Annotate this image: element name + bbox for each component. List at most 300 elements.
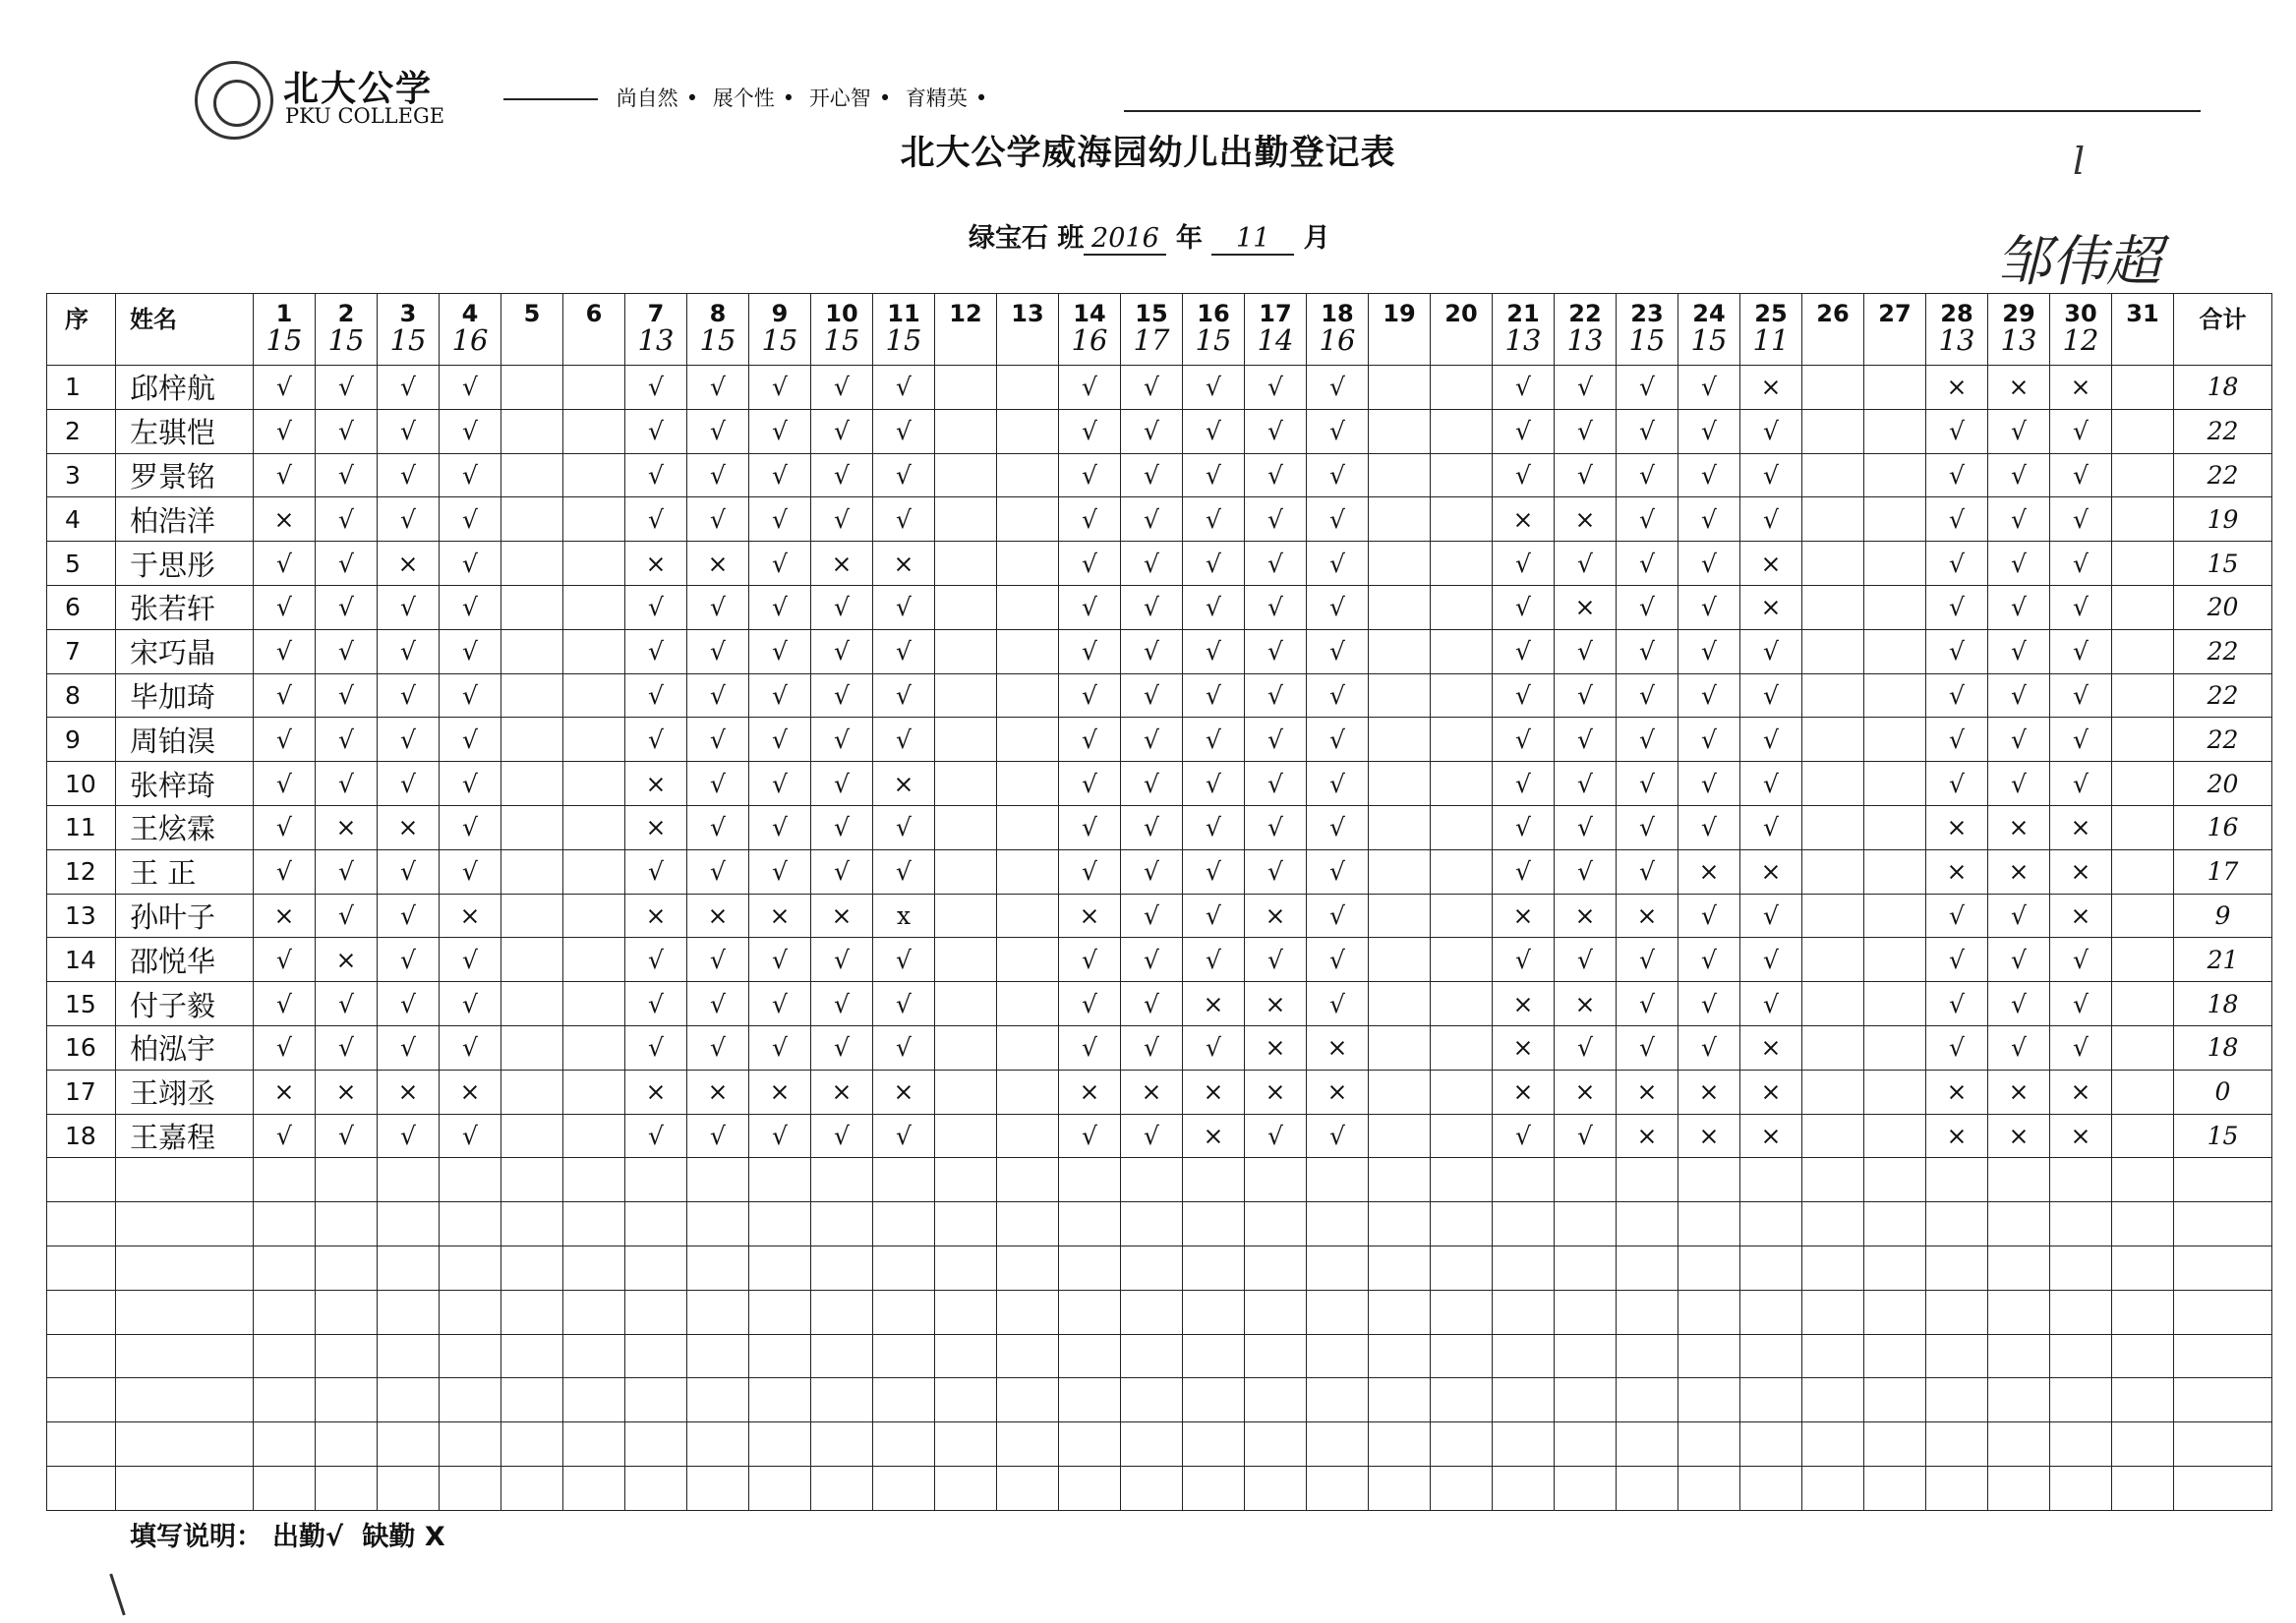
- row-total: 15: [2174, 542, 2272, 586]
- attendance-mark: √: [378, 1025, 440, 1070]
- attendance-mark: √: [811, 938, 873, 982]
- blank-cell: [873, 1246, 935, 1290]
- blank-cell: [2174, 1158, 2272, 1202]
- blank-cell: [687, 1378, 749, 1422]
- blank-cell: [935, 1334, 997, 1378]
- attendance-mark: √: [1245, 718, 1307, 762]
- blank-cell: [1059, 1378, 1121, 1422]
- attendance-mark: [935, 894, 997, 938]
- blank-cell: [316, 1202, 378, 1246]
- attendance-mark: ×: [1740, 1070, 1802, 1114]
- blank-cell: [440, 1466, 501, 1510]
- attendance-mark: [563, 673, 625, 718]
- attendance-mark: [2112, 1070, 2174, 1114]
- attendance-mark: [1802, 629, 1864, 673]
- attendance-mark: [2112, 805, 2174, 849]
- attendance-mark: √: [254, 982, 316, 1026]
- day-count: 15: [761, 323, 798, 357]
- blank-cell: [378, 1290, 440, 1334]
- day-number: 6: [585, 300, 603, 327]
- attendance-mark: ×: [873, 1070, 935, 1114]
- attendance-mark: √: [1678, 542, 1740, 586]
- attendance-mark: ×: [1555, 585, 1617, 629]
- attendance-mark: [1864, 894, 1926, 938]
- attendance-mark: √: [1059, 982, 1121, 1026]
- blank-cell: [116, 1466, 254, 1510]
- blank-cell: [1121, 1378, 1183, 1422]
- attendance-mark: ×: [1183, 982, 1245, 1026]
- attendance-mark: √: [1245, 542, 1307, 586]
- year-value: 2016: [1084, 223, 1166, 256]
- attendance-mark: √: [1617, 673, 1678, 718]
- attendance-mark: ×: [316, 1070, 378, 1114]
- blank-cell: [1183, 1466, 1245, 1510]
- blank-cell: [1059, 1422, 1121, 1467]
- blank-cell: [563, 1466, 625, 1510]
- attendance-mark: [501, 366, 563, 410]
- attendance-mark: √: [1926, 673, 1988, 718]
- blank-cell: [1926, 1202, 1988, 1246]
- blank-cell: [811, 1422, 873, 1467]
- attendance-mark: [1864, 805, 1926, 849]
- attendance-mark: [1369, 982, 1431, 1026]
- logo-chinese-name: 北大公学: [283, 68, 434, 109]
- attendance-mark: [1369, 762, 1431, 806]
- blank-cell: [316, 1334, 378, 1378]
- attendance-mark: √: [1617, 805, 1678, 849]
- blank-cell: [316, 1422, 378, 1467]
- attendance-mark: √: [1493, 1114, 1555, 1158]
- attendance-mark: [935, 453, 997, 497]
- blank-cell: [2112, 1378, 2174, 1422]
- attendance-mark: √: [1183, 673, 1245, 718]
- attendance-mark: √: [1121, 542, 1183, 586]
- attendance-mark: [501, 718, 563, 762]
- blank-cell: [1802, 1290, 1864, 1334]
- row-total: 19: [2174, 497, 2272, 542]
- attendance-mark: [1431, 409, 1493, 453]
- attendance-mark: √: [1059, 762, 1121, 806]
- attendance-mark: ×: [1617, 1070, 1678, 1114]
- day-count: 15: [823, 323, 860, 357]
- attendance-mark: √: [378, 673, 440, 718]
- attendance-mark: [1864, 409, 1926, 453]
- attendance-mark: √: [625, 1114, 687, 1158]
- attendance-mark: √: [254, 718, 316, 762]
- day-number: 9: [771, 300, 789, 327]
- attendance-mark: [1431, 629, 1493, 673]
- blank-cell: [1369, 1290, 1431, 1334]
- blank-cell: [1617, 1422, 1678, 1467]
- blank-cell: [749, 1466, 811, 1510]
- attendance-mark: √: [440, 1025, 501, 1070]
- table-row: [47, 629, 2272, 673]
- attendance-mark: [2112, 366, 2174, 410]
- day-count: 15: [1195, 323, 1232, 357]
- attendance-mark: √: [1617, 1025, 1678, 1070]
- blank-cell: [1245, 1246, 1307, 1290]
- attendance-mark: √: [1926, 982, 1988, 1026]
- attendance-mark: √: [1059, 938, 1121, 982]
- blank-cell: [378, 1378, 440, 1422]
- attendance-mark: √: [440, 849, 501, 894]
- day-header: [1988, 294, 2050, 366]
- attendance-mark: √: [2050, 762, 2112, 806]
- attendance-mark: [1802, 585, 1864, 629]
- attendance-mark: √: [440, 629, 501, 673]
- attendance-mark: ×: [2050, 1070, 2112, 1114]
- blank-cell: [1245, 1202, 1307, 1246]
- attendance-mark: √: [687, 762, 749, 806]
- day-count: 16: [1071, 323, 1108, 357]
- blank-cell: [1183, 1290, 1245, 1334]
- attendance-mark: [1864, 629, 1926, 673]
- attendance-mark: √: [749, 849, 811, 894]
- attendance-mark: [563, 762, 625, 806]
- blank-cell: [1369, 1422, 1431, 1467]
- attendance-mark: √: [378, 894, 440, 938]
- day-header: [1740, 294, 1802, 366]
- attendance-mark: √: [749, 673, 811, 718]
- attendance-mark: √: [1121, 762, 1183, 806]
- attendance-mark: √: [811, 982, 873, 1026]
- attendance-mark: √: [1678, 1025, 1740, 1070]
- blank-cell: [1864, 1334, 1926, 1378]
- attendance-mark: √: [1059, 805, 1121, 849]
- blank-cell: [997, 1378, 1059, 1422]
- blank-cell: [116, 1334, 254, 1378]
- attendance-mark: √: [254, 585, 316, 629]
- blank-cell: [997, 1246, 1059, 1290]
- attendance-mark: √: [1555, 542, 1617, 586]
- blank-cell: [1617, 1158, 1678, 1202]
- attendance-mark: ×: [1926, 1070, 1988, 1114]
- row-total: 0: [2174, 1070, 2272, 1114]
- attendance-mark: √: [811, 1114, 873, 1158]
- attendance-mark: [501, 894, 563, 938]
- attendance-table: [46, 293, 2272, 1511]
- attendance-mark: ×: [1493, 982, 1555, 1026]
- name-header-text: 姓名: [130, 306, 177, 333]
- attendance-mark: [997, 805, 1059, 849]
- attendance-mark: [1431, 938, 1493, 982]
- row-total: 20: [2174, 585, 2272, 629]
- attendance-mark: [2112, 497, 2174, 542]
- attendance-mark: √: [811, 849, 873, 894]
- attendance-mark: √: [1493, 938, 1555, 982]
- attendance-mark: [563, 938, 625, 982]
- row-seq: 2: [47, 409, 116, 453]
- attendance-mark: [1431, 982, 1493, 1026]
- blank-cell: [1740, 1466, 1802, 1510]
- table-row: [47, 453, 2272, 497]
- attendance-mark: [1864, 982, 1926, 1026]
- attendance-mark: √: [1245, 453, 1307, 497]
- blank-cell: [625, 1466, 687, 1510]
- attendance-mark: √: [254, 805, 316, 849]
- attendance-mark: √: [1555, 805, 1617, 849]
- blank-cell: [116, 1158, 254, 1202]
- attendance-mark: √: [625, 673, 687, 718]
- attendance-mark: √: [1183, 938, 1245, 982]
- blank-cell: [1307, 1202, 1369, 1246]
- attendance-mark: [501, 497, 563, 542]
- blank-cell: [1493, 1202, 1555, 1246]
- attendance-mark: [1802, 542, 1864, 586]
- blank-cell: [378, 1334, 440, 1378]
- attendance-mark: √: [1121, 982, 1183, 1026]
- blank-cell: [1678, 1422, 1740, 1467]
- attendance-mark: ×: [316, 805, 378, 849]
- attendance-mark: [1431, 366, 1493, 410]
- day-number: 20: [1444, 300, 1478, 327]
- attendance-mark: ×: [1988, 1114, 2050, 1158]
- attendance-mark: ×: [1183, 1070, 1245, 1114]
- attendance-mark: [1864, 1070, 1926, 1114]
- attendance-mark: √: [1988, 938, 2050, 982]
- attendance-mark: √: [1059, 629, 1121, 673]
- day-count: 13: [2000, 323, 2037, 357]
- attendance-mark: ×: [1183, 1114, 1245, 1158]
- attendance-mark: √: [1245, 629, 1307, 673]
- attendance-mark: ×: [2050, 894, 2112, 938]
- blank-cell: [2050, 1202, 2112, 1246]
- month-value: 11: [1211, 223, 1294, 256]
- blank-cell: [2050, 1246, 2112, 1290]
- attendance-mark: ×: [1617, 894, 1678, 938]
- attendance-mark: √: [1183, 453, 1245, 497]
- blank-cell: [1802, 1202, 1864, 1246]
- table-row: [47, 718, 2272, 762]
- attendance-mark: [1802, 762, 1864, 806]
- blank-cell: [1493, 1158, 1555, 1202]
- attendance-mark: [1802, 982, 1864, 1026]
- blank-cell: [1121, 1334, 1183, 1378]
- attendance-mark: ×: [440, 1070, 501, 1114]
- row-seq: 9: [47, 718, 116, 762]
- attendance-mark: √: [873, 718, 935, 762]
- attendance-mark: √: [811, 673, 873, 718]
- attendance-mark: √: [873, 366, 935, 410]
- attendance-mark: √: [749, 409, 811, 453]
- attendance-mark: √: [1121, 673, 1183, 718]
- attendance-mark: ×: [811, 1070, 873, 1114]
- blank-row: [47, 1422, 2272, 1467]
- row-total: 9: [2174, 894, 2272, 938]
- instructions-label: 填写说明：: [130, 1522, 263, 1552]
- attendance-mark: √: [1121, 849, 1183, 894]
- attendance-mark: √: [687, 673, 749, 718]
- blank-cell: [116, 1378, 254, 1422]
- blank-cell: [47, 1466, 116, 1510]
- day-count: 12: [2062, 323, 2099, 357]
- blank-cell: [2174, 1466, 2272, 1510]
- row-seq: 13: [47, 894, 116, 938]
- attendance-mark: √: [1307, 409, 1369, 453]
- table-row: [47, 849, 2272, 894]
- table-row: [47, 409, 2272, 453]
- blank-cell: [811, 1158, 873, 1202]
- blank-cell: [1183, 1378, 1245, 1422]
- attendance-mark: √: [625, 982, 687, 1026]
- attendance-mark: √: [1988, 718, 2050, 762]
- attendance-mark: [563, 805, 625, 849]
- attendance-mark: √: [378, 849, 440, 894]
- attendance-mark: [501, 542, 563, 586]
- day-number: 24: [1692, 300, 1726, 327]
- attendance-mark: ×: [378, 1070, 440, 1114]
- blank-cell: [1183, 1202, 1245, 1246]
- attendance-mark: √: [687, 1025, 749, 1070]
- attendance-mark: √: [687, 805, 749, 849]
- attendance-mark: √: [1555, 1114, 1617, 1158]
- attendance-mark: √: [1245, 366, 1307, 410]
- attendance-mark: [1864, 585, 1926, 629]
- blank-cell: [1864, 1466, 1926, 1510]
- blank-cell: [873, 1334, 935, 1378]
- attendance-mark: √: [1121, 497, 1183, 542]
- blank-cell: [1555, 1422, 1617, 1467]
- attendance-mark: [1802, 805, 1864, 849]
- attendance-mark: √: [1988, 982, 2050, 1026]
- blank-cell: [1431, 1246, 1493, 1290]
- attendance-mark: [935, 1025, 997, 1070]
- blank-cell: [2050, 1290, 2112, 1334]
- blank-cell: [687, 1158, 749, 1202]
- seq-header-text: 序: [65, 306, 88, 333]
- class-name: 绿宝石: [969, 223, 1048, 254]
- blank-row: [47, 1466, 2272, 1510]
- blank-cell: [873, 1290, 935, 1334]
- motto-dash: [503, 98, 598, 100]
- attendance-mark: √: [687, 409, 749, 453]
- attendance-mark: [935, 409, 997, 453]
- blank-cell: [749, 1334, 811, 1378]
- attendance-mark: [997, 762, 1059, 806]
- blank-cell: [501, 1334, 563, 1378]
- day-header: [440, 294, 501, 366]
- blank-cell: [935, 1202, 997, 1246]
- pen-stroke: [109, 1574, 125, 1616]
- attendance-mark: ×: [316, 938, 378, 982]
- blank-cell: [316, 1290, 378, 1334]
- attendance-mark: [2112, 453, 2174, 497]
- attendance-mark: [563, 542, 625, 586]
- attendance-mark: [501, 849, 563, 894]
- attendance-mark: [501, 629, 563, 673]
- attendance-mark: ×: [1678, 849, 1740, 894]
- blank-cell: [873, 1158, 935, 1202]
- blank-cell: [1121, 1466, 1183, 1510]
- row-seq: 12: [47, 849, 116, 894]
- day-count: 13: [637, 323, 675, 357]
- attendance-mark: √: [1307, 542, 1369, 586]
- day-header: [501, 294, 563, 366]
- attendance-mark: [1802, 849, 1864, 894]
- blank-cell: [1493, 1334, 1555, 1378]
- attendance-mark: √: [1121, 1114, 1183, 1158]
- blank-cell: [254, 1334, 316, 1378]
- attendance-mark: √: [378, 497, 440, 542]
- blank-cell: [2112, 1290, 2174, 1334]
- blank-cell: [316, 1246, 378, 1290]
- blank-cell: [1740, 1422, 1802, 1467]
- attendance-mark: [501, 938, 563, 982]
- attendance-mark: ×: [1988, 805, 2050, 849]
- attendance-mark: √: [873, 938, 935, 982]
- attendance-mark: √: [1926, 718, 1988, 762]
- blank-cell: [749, 1202, 811, 1246]
- attendance-mark: √: [1617, 453, 1678, 497]
- attendance-mark: √: [811, 805, 873, 849]
- student-name: 罗景铭: [116, 453, 254, 497]
- attendance-mark: √: [378, 409, 440, 453]
- day-count: 15: [699, 323, 736, 357]
- blank-cell: [935, 1378, 997, 1422]
- attendance-mark: √: [1245, 585, 1307, 629]
- logo-english-name: PKU COLLEGE: [285, 104, 445, 128]
- attendance-mark: [1369, 849, 1431, 894]
- day-number: 7: [647, 300, 665, 327]
- blank-row: [47, 1158, 2272, 1202]
- table-row: [47, 982, 2272, 1026]
- attendance-mark: √: [1678, 585, 1740, 629]
- blank-cell: [47, 1158, 116, 1202]
- attendance-mark: √: [2050, 673, 2112, 718]
- attendance-mark: ×: [254, 497, 316, 542]
- attendance-mark: √: [749, 542, 811, 586]
- blank-cell: [1864, 1246, 1926, 1290]
- attendance-mark: [935, 366, 997, 410]
- attendance-mark: √: [749, 1114, 811, 1158]
- attendance-mark: √: [1121, 718, 1183, 762]
- blank-cell: [378, 1202, 440, 1246]
- total-header: [2174, 294, 2272, 366]
- attendance-mark: ×: [2050, 849, 2112, 894]
- attendance-mark: √: [378, 453, 440, 497]
- month-label: 月: [1303, 223, 1330, 254]
- attendance-mark: √: [687, 366, 749, 410]
- blank-row: [47, 1334, 2272, 1378]
- blank-cell: [316, 1158, 378, 1202]
- attendance-mark: [935, 762, 997, 806]
- blank-cell: [1555, 1246, 1617, 1290]
- table-row: [47, 542, 2272, 586]
- attendance-mark: √: [254, 409, 316, 453]
- attendance-mark: [2112, 762, 2174, 806]
- blank-cell: [1121, 1422, 1183, 1467]
- attendance-mark: [1802, 894, 1864, 938]
- attendance-mark: √: [1493, 409, 1555, 453]
- attendance-mark: √: [440, 497, 501, 542]
- attendance-mark: √: [1678, 982, 1740, 1026]
- attendance-mark: √: [873, 585, 935, 629]
- attendance-mark: ×: [749, 894, 811, 938]
- student-name: 王翊丞: [116, 1070, 254, 1114]
- blank-cell: [1988, 1290, 2050, 1334]
- attendance-mark: [1802, 673, 1864, 718]
- blank-cell: [47, 1422, 116, 1467]
- blank-cell: [997, 1466, 1059, 1510]
- blank-cell: [1864, 1378, 1926, 1422]
- attendance-mark: √: [2050, 409, 2112, 453]
- attendance-mark: [1431, 762, 1493, 806]
- blank-cell: [1555, 1334, 1617, 1378]
- blank-cell: [1369, 1202, 1431, 1246]
- attendance-mark: [1369, 585, 1431, 629]
- blank-cell: [1245, 1422, 1307, 1467]
- attendance-mark: √: [749, 453, 811, 497]
